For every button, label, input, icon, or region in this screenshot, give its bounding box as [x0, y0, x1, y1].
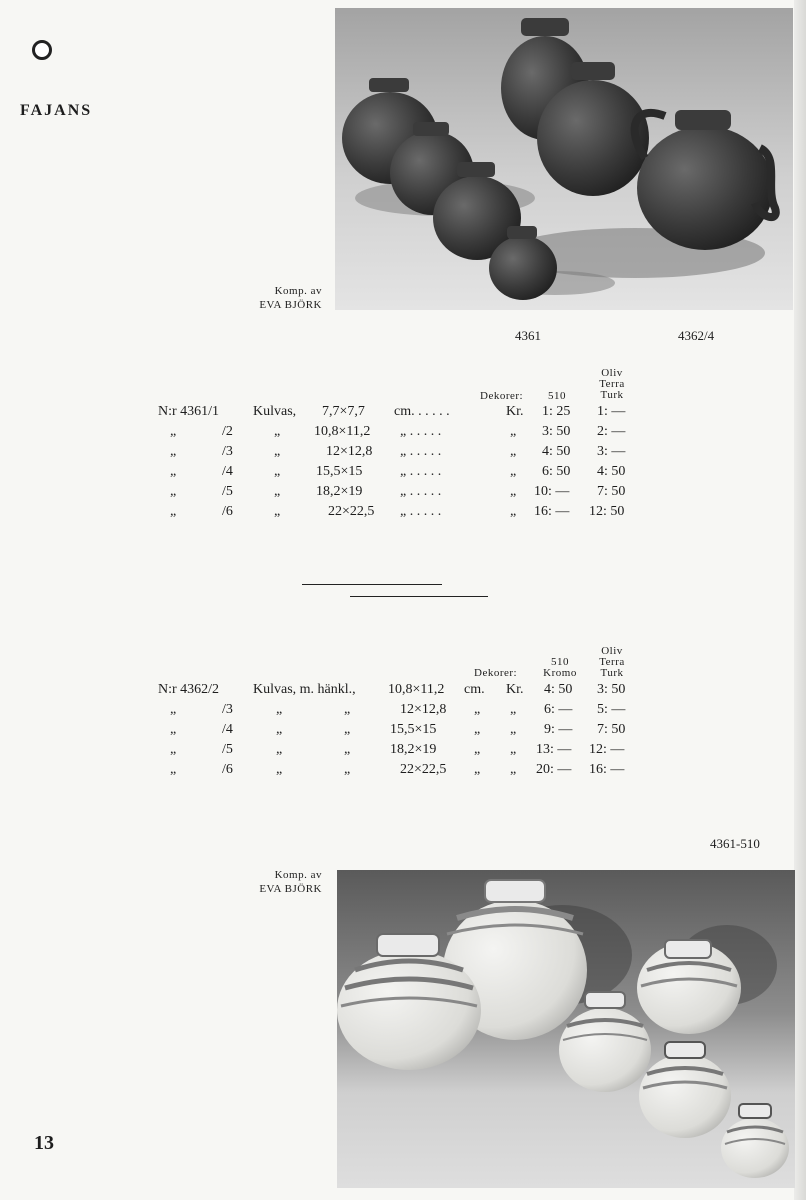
- credit-bottom: [210, 868, 322, 896]
- row-size: 15,5×15: [316, 464, 363, 479]
- row-size: 15,5×15: [390, 722, 437, 737]
- table1-header-oliv: Oliv: [601, 367, 623, 379]
- row-item: „: [276, 702, 283, 717]
- row-kr: „: [510, 424, 517, 439]
- row-item2: „: [344, 722, 351, 737]
- table2-header-col1: [540, 657, 580, 679]
- price-table-4361: [0, 404, 806, 524]
- row-nr: „: [170, 484, 177, 499]
- row-unit: cm.: [464, 682, 485, 697]
- row-nr: „: [170, 742, 177, 757]
- table-row: [0, 762, 806, 782]
- row-price-kromo: 20: —: [536, 762, 572, 777]
- row-item: „: [276, 722, 283, 737]
- row-unit: „: [474, 702, 481, 717]
- row-price-oliv: 5: —: [597, 702, 626, 717]
- page-number: 13: [34, 1132, 54, 1154]
- row-unit: cm. . . . . .: [394, 404, 450, 419]
- row-size: 12×12,8: [400, 702, 447, 717]
- credit-bottom-line2: EVA BJÖRK: [259, 883, 322, 895]
- row-price-oliv: 3: 50: [597, 682, 626, 697]
- binder-hole: [32, 40, 52, 60]
- row-item: Kulvas, m. hänkl.,: [253, 682, 356, 697]
- table-row: [0, 504, 806, 524]
- credit-top-line2: EVA BJÖRK: [259, 299, 322, 311]
- table-row: [0, 722, 806, 742]
- table2-header-oliv: Oliv: [601, 645, 623, 657]
- row-nr: „: [170, 702, 177, 717]
- row-item: „: [276, 762, 283, 777]
- table2-header-turk: Turk: [600, 667, 624, 679]
- table2-header-col2: [588, 646, 636, 679]
- row-price-510: 4: 50: [542, 444, 571, 459]
- row-price-oliv: 12: —: [589, 742, 625, 757]
- row-item: „: [274, 484, 281, 499]
- table-row: [0, 702, 806, 722]
- row-price-oliv: 4: 50: [597, 464, 626, 479]
- row-price-510: 16: —: [534, 504, 570, 519]
- row-item2: „: [344, 742, 351, 757]
- row-price-kromo: 9: —: [544, 722, 573, 737]
- row-nr: „: [170, 424, 177, 439]
- price-table-4362: [0, 682, 806, 782]
- row-kr: „: [510, 464, 517, 479]
- section-label: FAJANS: [20, 102, 93, 119]
- table1-header-turk: Turk: [600, 389, 624, 401]
- row-nr: N:r 4362/2: [158, 682, 220, 697]
- photo-ref-4362-4: 4362/4: [678, 328, 715, 343]
- row-price-oliv: 2: —: [597, 424, 626, 439]
- row-price-oliv: 16: —: [589, 762, 625, 777]
- row-price-kromo: 4: 50: [544, 682, 573, 697]
- row-sub: /4: [222, 464, 233, 479]
- row-unit: „: [474, 722, 481, 737]
- row-size: 12×12,8: [326, 444, 373, 459]
- row-size: 22×22,5: [328, 504, 375, 519]
- row-item: „: [274, 504, 281, 519]
- table1-header-col2: [588, 368, 636, 401]
- row-nr: „: [170, 464, 177, 479]
- row-sub: /5: [222, 484, 233, 499]
- row-size: 7,7×7,7: [322, 404, 365, 419]
- row-sub: /3: [222, 702, 233, 717]
- row-kr: „: [510, 484, 517, 499]
- photo-ref-4361: 4361: [515, 328, 541, 343]
- row-unit: „ . . . . .: [400, 484, 442, 499]
- table-row: [0, 464, 806, 484]
- row-unit: „ . . . . .: [400, 424, 442, 439]
- row-unit: „: [474, 762, 481, 777]
- table2-header-kromo: Kromo: [543, 667, 577, 679]
- row-price-510: 6: 50: [542, 464, 571, 479]
- row-item: „: [274, 444, 281, 459]
- photo-ref-4361-510: 4361-510: [710, 836, 760, 851]
- row-size: 10,8×11,2: [388, 682, 445, 697]
- row-sub: /5: [222, 742, 233, 757]
- row-nr: „: [170, 504, 177, 519]
- photo-striped-vases: [337, 870, 795, 1188]
- row-kr: „: [510, 722, 517, 737]
- table-row: [0, 404, 806, 424]
- divider-rule-upper: [302, 584, 442, 585]
- row-kr: „: [510, 504, 517, 519]
- row-kr: Kr.: [506, 404, 524, 419]
- row-price-oliv: 7: 50: [597, 484, 626, 499]
- row-sub: /6: [222, 762, 233, 777]
- row-price-oliv: 12: 50: [589, 504, 625, 519]
- table1-header-terra: Terra: [599, 378, 625, 390]
- row-unit: „: [474, 742, 481, 757]
- row-nr: N:r 4361/1: [158, 404, 220, 419]
- row-size: 18,2×19: [316, 484, 363, 499]
- row-price-510: 3: 50: [542, 424, 571, 439]
- row-price-kromo: 6: —: [544, 702, 573, 717]
- row-size: 18,2×19: [390, 742, 437, 757]
- row-price-oliv: 7: 50: [597, 722, 626, 737]
- row-item: Kulvas,: [253, 404, 297, 419]
- row-size: 10,8×11,2: [314, 424, 371, 439]
- row-sub: /3: [222, 444, 233, 459]
- row-sub: /2: [222, 424, 233, 439]
- row-price-oliv: 3: —: [597, 444, 626, 459]
- row-unit: „ . . . . .: [400, 464, 442, 479]
- row-kr: Kr.: [506, 682, 524, 697]
- credit-top-line1: Komp. av: [274, 285, 322, 297]
- row-kr: „: [510, 762, 517, 777]
- row-price-oliv: 1: —: [597, 404, 626, 419]
- row-item: „: [276, 742, 283, 757]
- table2-header-terra: Terra: [599, 656, 625, 668]
- row-kr: „: [510, 702, 517, 717]
- row-unit: „ . . . . .: [400, 444, 442, 459]
- credit-bottom-line1: Komp. av: [274, 869, 322, 881]
- row-item2: „: [344, 702, 351, 717]
- table-row: [0, 424, 806, 444]
- row-nr: „: [170, 762, 177, 777]
- row-price-510: 1: 25: [542, 404, 571, 419]
- table-row: [0, 742, 806, 762]
- divider-rule-lower: [350, 596, 488, 597]
- row-item: „: [274, 424, 281, 439]
- row-unit: „ . . . . .: [400, 504, 442, 519]
- table-row: [0, 682, 806, 702]
- row-price-510: 10: —: [534, 484, 570, 499]
- photo-dark-vases: [335, 8, 793, 310]
- row-price-kromo: 13: —: [536, 742, 572, 757]
- table-row: [0, 444, 806, 464]
- row-item2: „: [344, 762, 351, 777]
- page-edge-shadow: [794, 0, 806, 1200]
- table1-header-dekorer: Dekorer:: [480, 390, 524, 402]
- table1-header-510: 510: [548, 390, 566, 402]
- row-item: „: [274, 464, 281, 479]
- table2-header-510: 510: [551, 656, 569, 668]
- row-kr: „: [510, 742, 517, 757]
- table-row: [0, 484, 806, 504]
- row-nr: „: [170, 722, 177, 737]
- table2-header-dekorer: Dekorer:: [474, 667, 518, 679]
- row-sub: /4: [222, 722, 233, 737]
- row-size: 22×22,5: [400, 762, 447, 777]
- row-sub: /6: [222, 504, 233, 519]
- row-kr: „: [510, 444, 517, 459]
- credit-top: [210, 284, 322, 312]
- row-nr: „: [170, 444, 177, 459]
